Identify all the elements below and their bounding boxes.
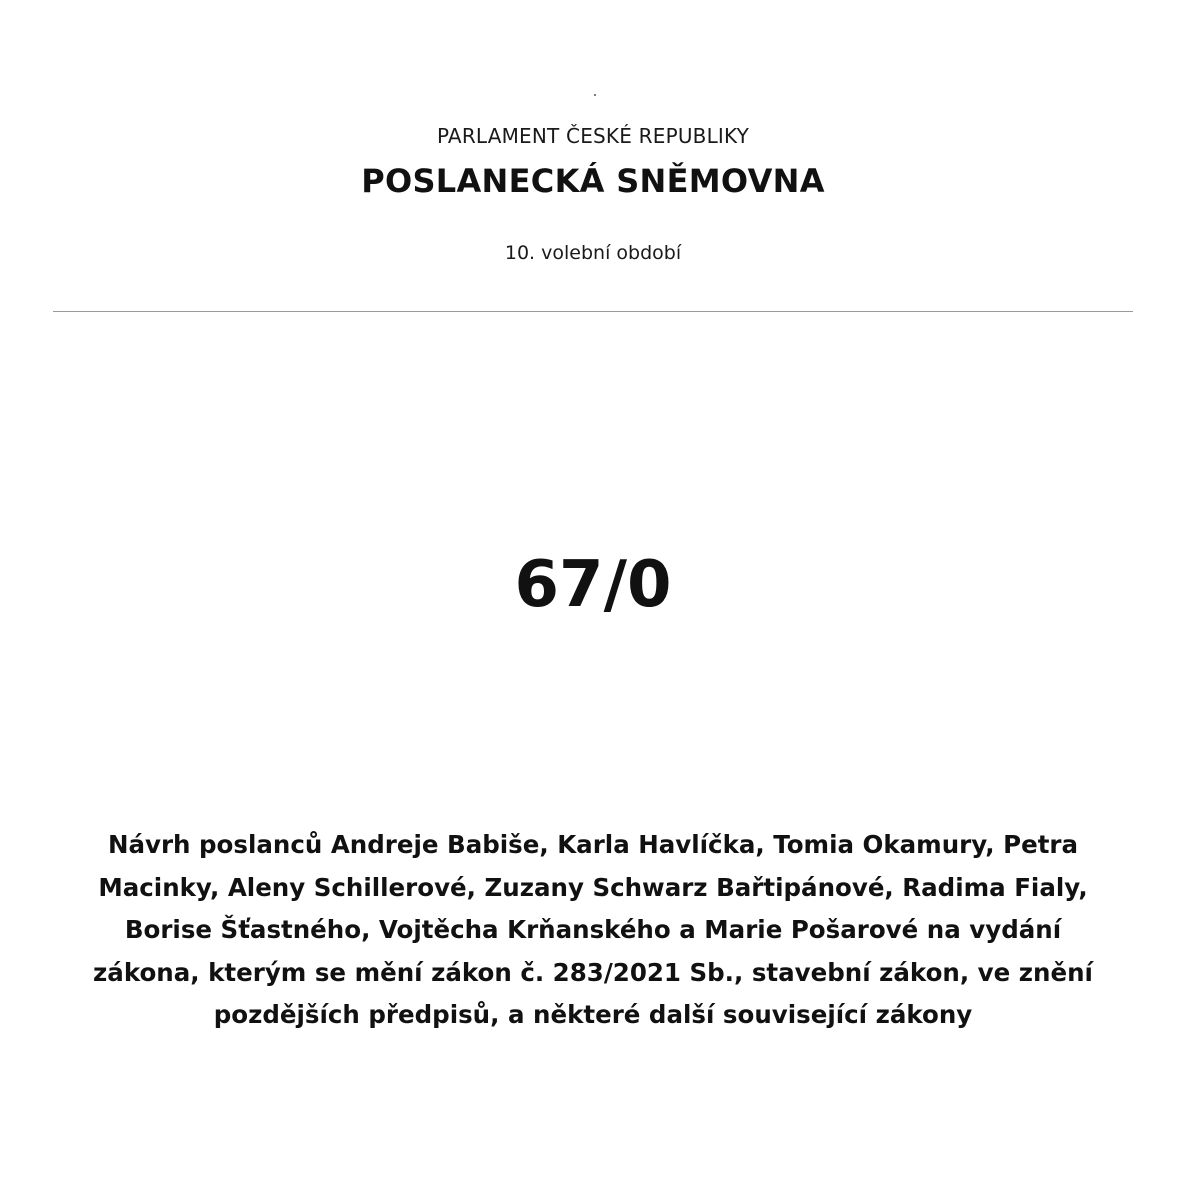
proposal-title-line: Macinky, Aleny Schillerové, Zuzany Schwarz Bařtipánové, Radima Fialy, [98,872,1088,902]
print-number: 67/0 [514,548,672,622]
stray-mark [594,94,596,96]
proposal-title-line: pozdějších předpisů, a některé další související zákony [213,1000,973,1029]
proposal-title [40,824,1146,1037]
chamber-name: POSLANECKÁ SNĚMOVNA [361,162,825,200]
parliament-name: PARLAMENT ČESKÉ REPUBLIKY [436,124,750,148]
header-divider [53,311,1133,312]
proposal-title-line: Borise Šťastného, Vojtěcha Krňanského a Marie Pošarové na vydání [124,915,1062,944]
electoral-term: 10. volební období [504,242,682,264]
proposal-title-line: Návrh poslanců Andreje Babiše, Karla Havlíčka, Tomia Okamury, Petra [107,830,1079,859]
proposal-title-line: zákona, kterým se mění zákon č. 283/2021 Sb., stavební zákon, ve znění [93,957,1093,987]
